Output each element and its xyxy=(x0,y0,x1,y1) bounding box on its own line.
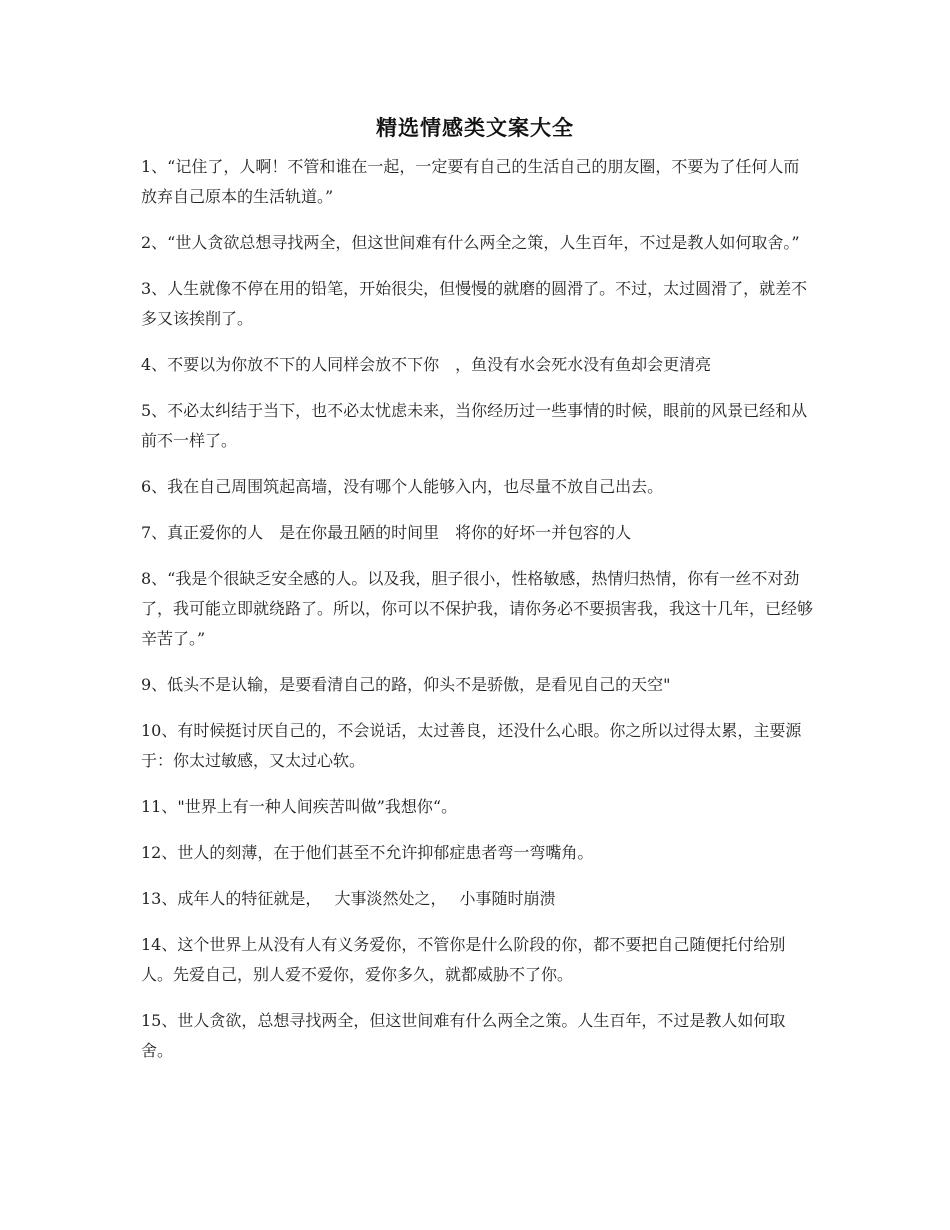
list-item: 8、“我是个很缺乏安全感的人。以及我，胆子很小，性格敏感，热情归热情，你有一丝不对劲了，我可能立即就绕路了。所以，你可以不保护我，请你务必不要损害我，我这十几年，已经够辛苦了。” xyxy=(141,569,814,648)
list-item: 4、不要以为你放不下的人同样会放不下你 ，鱼没有水会死水没有鱼却会更清亮 xyxy=(141,355,712,374)
list-item: 9、低头不是认输，是要看清自己的路，仰头不是骄傲，是看见自己的天空" xyxy=(141,675,671,694)
list-item: 10、有时候挺讨厌自己的，不会说话，太过善良，还没什么心眼。你之所以过得太累，主要源于：你太过敏感，又太过心软。 xyxy=(141,721,802,770)
list-item: 6、我在自己周围筑起高墙，没有哪个人能够入内，也尽量不放自己出去。 xyxy=(141,477,664,496)
document-title: 精选情感类文案大全 xyxy=(376,115,574,140)
list-item: 11、"世界上有一种人间疾苦叫做”我想你“。 xyxy=(141,797,458,816)
list-item: 13、成年人的特征就是， 大事淡然处之， 小事随时崩溃 xyxy=(141,889,556,908)
list-item: 2、“世人贪欲总想寻找两全，但这世间难有什么两全之策，人生百年，不过是教人如何取舍。” xyxy=(141,233,800,252)
list-item: 15、世人贪欲，总想寻找两全，但这世间难有什么两全之策。人生百年，不过是教人如何取舍。 xyxy=(141,1011,786,1060)
list-item: 7、真正爱你的人 是在你最丑陋的时间里 将你的好坏一并包容的人 xyxy=(141,523,632,542)
list-item: 14、这个世界上从没有人有义务爱你，不管你是什么阶段的你，都不要把自己随便托付给别人。先爱自己，别人爱不爱你，爱你多久，就都威胁不了你。 xyxy=(141,935,786,984)
list-item: 5、不必太纠结于当下，也不必太忧虑未来，当你经历过一些事情的时候，眼前的风景已经和从前不一样了。 xyxy=(141,401,808,450)
list-item: 3、人生就像不停在用的铅笔，开始很尖，但慢慢的就磨的圆滑了。不过，太过圆滑了，就差不多又该挨削了。 xyxy=(141,279,808,328)
list-item: 1、“记住了，人啊！不管和谁在一起，一定要有自己的生活自己的朋友圈，不要为了任何人而放弃自己原本的生活轨道。” xyxy=(141,157,800,206)
list-item: 12、世人的刻薄，在于他们甚至不允许抑郁症患者弯一弯嘴角。 xyxy=(141,843,594,862)
item-list xyxy=(141,152,813,1082)
